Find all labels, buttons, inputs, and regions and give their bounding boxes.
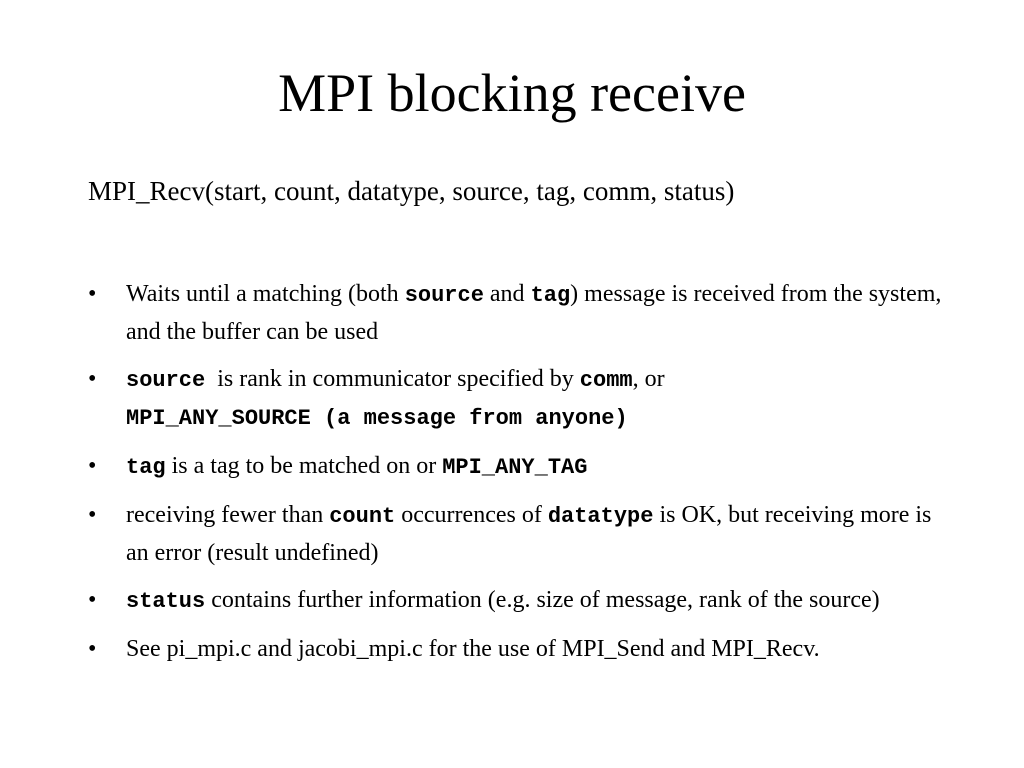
bullet-dot-icon: •	[88, 453, 97, 479]
code-mpi-any-tag: MPI_ANY_TAG	[442, 455, 588, 480]
bullet-item-see-also	[88, 631, 948, 667]
bullet-text: is rank in communicator specified by	[205, 366, 580, 392]
bullet-dot-icon: •	[88, 502, 97, 528]
bullet-text: See pi_mpi.c and jacobi_mpi.c for the use of MPI_Send and MPI_Recv.	[126, 636, 820, 662]
bullet-text: is a tag to be matched on or	[165, 453, 443, 479]
bullet-text: , or	[632, 366, 665, 392]
bullet-text: contains further information (e.g. size of message, rank of the source)	[205, 587, 880, 613]
bullet-item-status	[88, 582, 948, 620]
code-comm: comm	[579, 368, 633, 393]
code-status: status	[126, 589, 206, 614]
code-source: source	[126, 368, 206, 393]
code-tag: tag	[126, 455, 166, 480]
bullet-list	[88, 276, 948, 678]
bullet-text: Waits until a matching (both	[126, 281, 405, 307]
bullet-text: receiving fewer than	[126, 502, 330, 528]
bullet-dot-icon: •	[88, 587, 97, 613]
code-mpi-any-source: MPI_ANY_SOURCE (a message from anyone)	[126, 406, 628, 431]
bullet-dot-icon: •	[88, 281, 97, 307]
bullet-dot-icon: •	[88, 366, 97, 392]
code-source: source	[404, 283, 484, 308]
bullet-item-source	[88, 361, 948, 437]
bullet-text: occurrences of	[395, 502, 548, 528]
slide-title: MPI blocking receive	[278, 63, 746, 123]
code-tag: tag	[530, 283, 571, 308]
bullet-text: ) message is received from the system, and the buffer can be used	[126, 281, 942, 345]
function-signature: MPI_Recv(start, count, datatype, source, tag, comm, status)	[88, 176, 735, 206]
bullet-text: and	[483, 281, 531, 307]
bullet-item-wait	[88, 276, 948, 350]
bullet-item-count	[88, 497, 948, 571]
bullet-item-tag	[88, 448, 948, 486]
code-datatype: datatype	[547, 504, 654, 529]
bullet-dot-icon: •	[88, 636, 97, 662]
bullet-text: is OK, but receiving more is an error (result undefined)	[126, 502, 932, 566]
code-count: count	[329, 504, 396, 529]
